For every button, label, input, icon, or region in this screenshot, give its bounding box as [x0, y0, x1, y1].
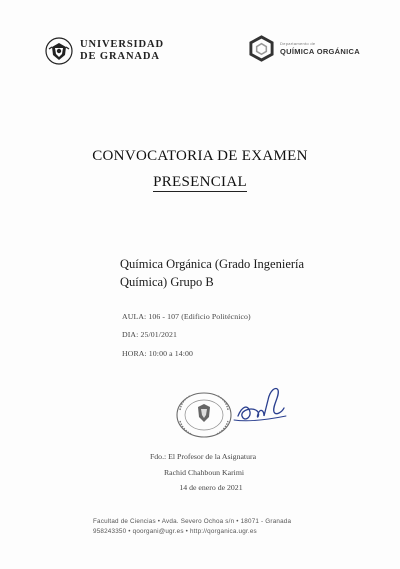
signature-caption: Fdo.: El Profesor de la Asignatura — [149, 452, 257, 461]
professor-name: Rachid Chahboun Karimi — [163, 468, 245, 477]
department-logo — [248, 35, 360, 62]
university-name-line2: DE GRANADA — [80, 51, 160, 62]
department-name: QUÍMICA ORGÁNICA — [280, 47, 360, 56]
footer-address: Facultad de Ciencias • Avda. Severo Ochoa s/n • 18071 - Granada — [93, 518, 292, 525]
handwritten-signature — [228, 376, 290, 438]
signature-date: 14 de enero de 2021 — [179, 483, 243, 492]
official-stamp — [174, 390, 234, 440]
department-prefix: Departamento de — [280, 41, 316, 46]
exam-subtitle — [0, 174, 400, 191]
university-crest-icon — [44, 36, 74, 66]
exam-room: AULA: 106 - 107 (Edificio Politécnico) — [122, 312, 251, 321]
exam-title: CONVOCATORIA DE EXAMEN — [92, 148, 308, 164]
exam-date: DIA: 25/01/2021 — [122, 330, 177, 339]
hexagon-logo-icon — [248, 35, 275, 62]
subject-title: Química Orgánica (Grado Ingeniería Química) Grupo B — [120, 257, 305, 289]
footer-contact: 958243350 • qoorgani@ugr.es • http://qorganica.ugr.es — [93, 528, 257, 535]
university-logo — [44, 36, 164, 66]
exam-subtitle-text: PRESENCIAL — [153, 174, 247, 190]
university-name-line1: UNIVERSIDAD — [80, 39, 164, 50]
exam-time: HORA: 10:00 a 14:00 — [122, 349, 193, 358]
